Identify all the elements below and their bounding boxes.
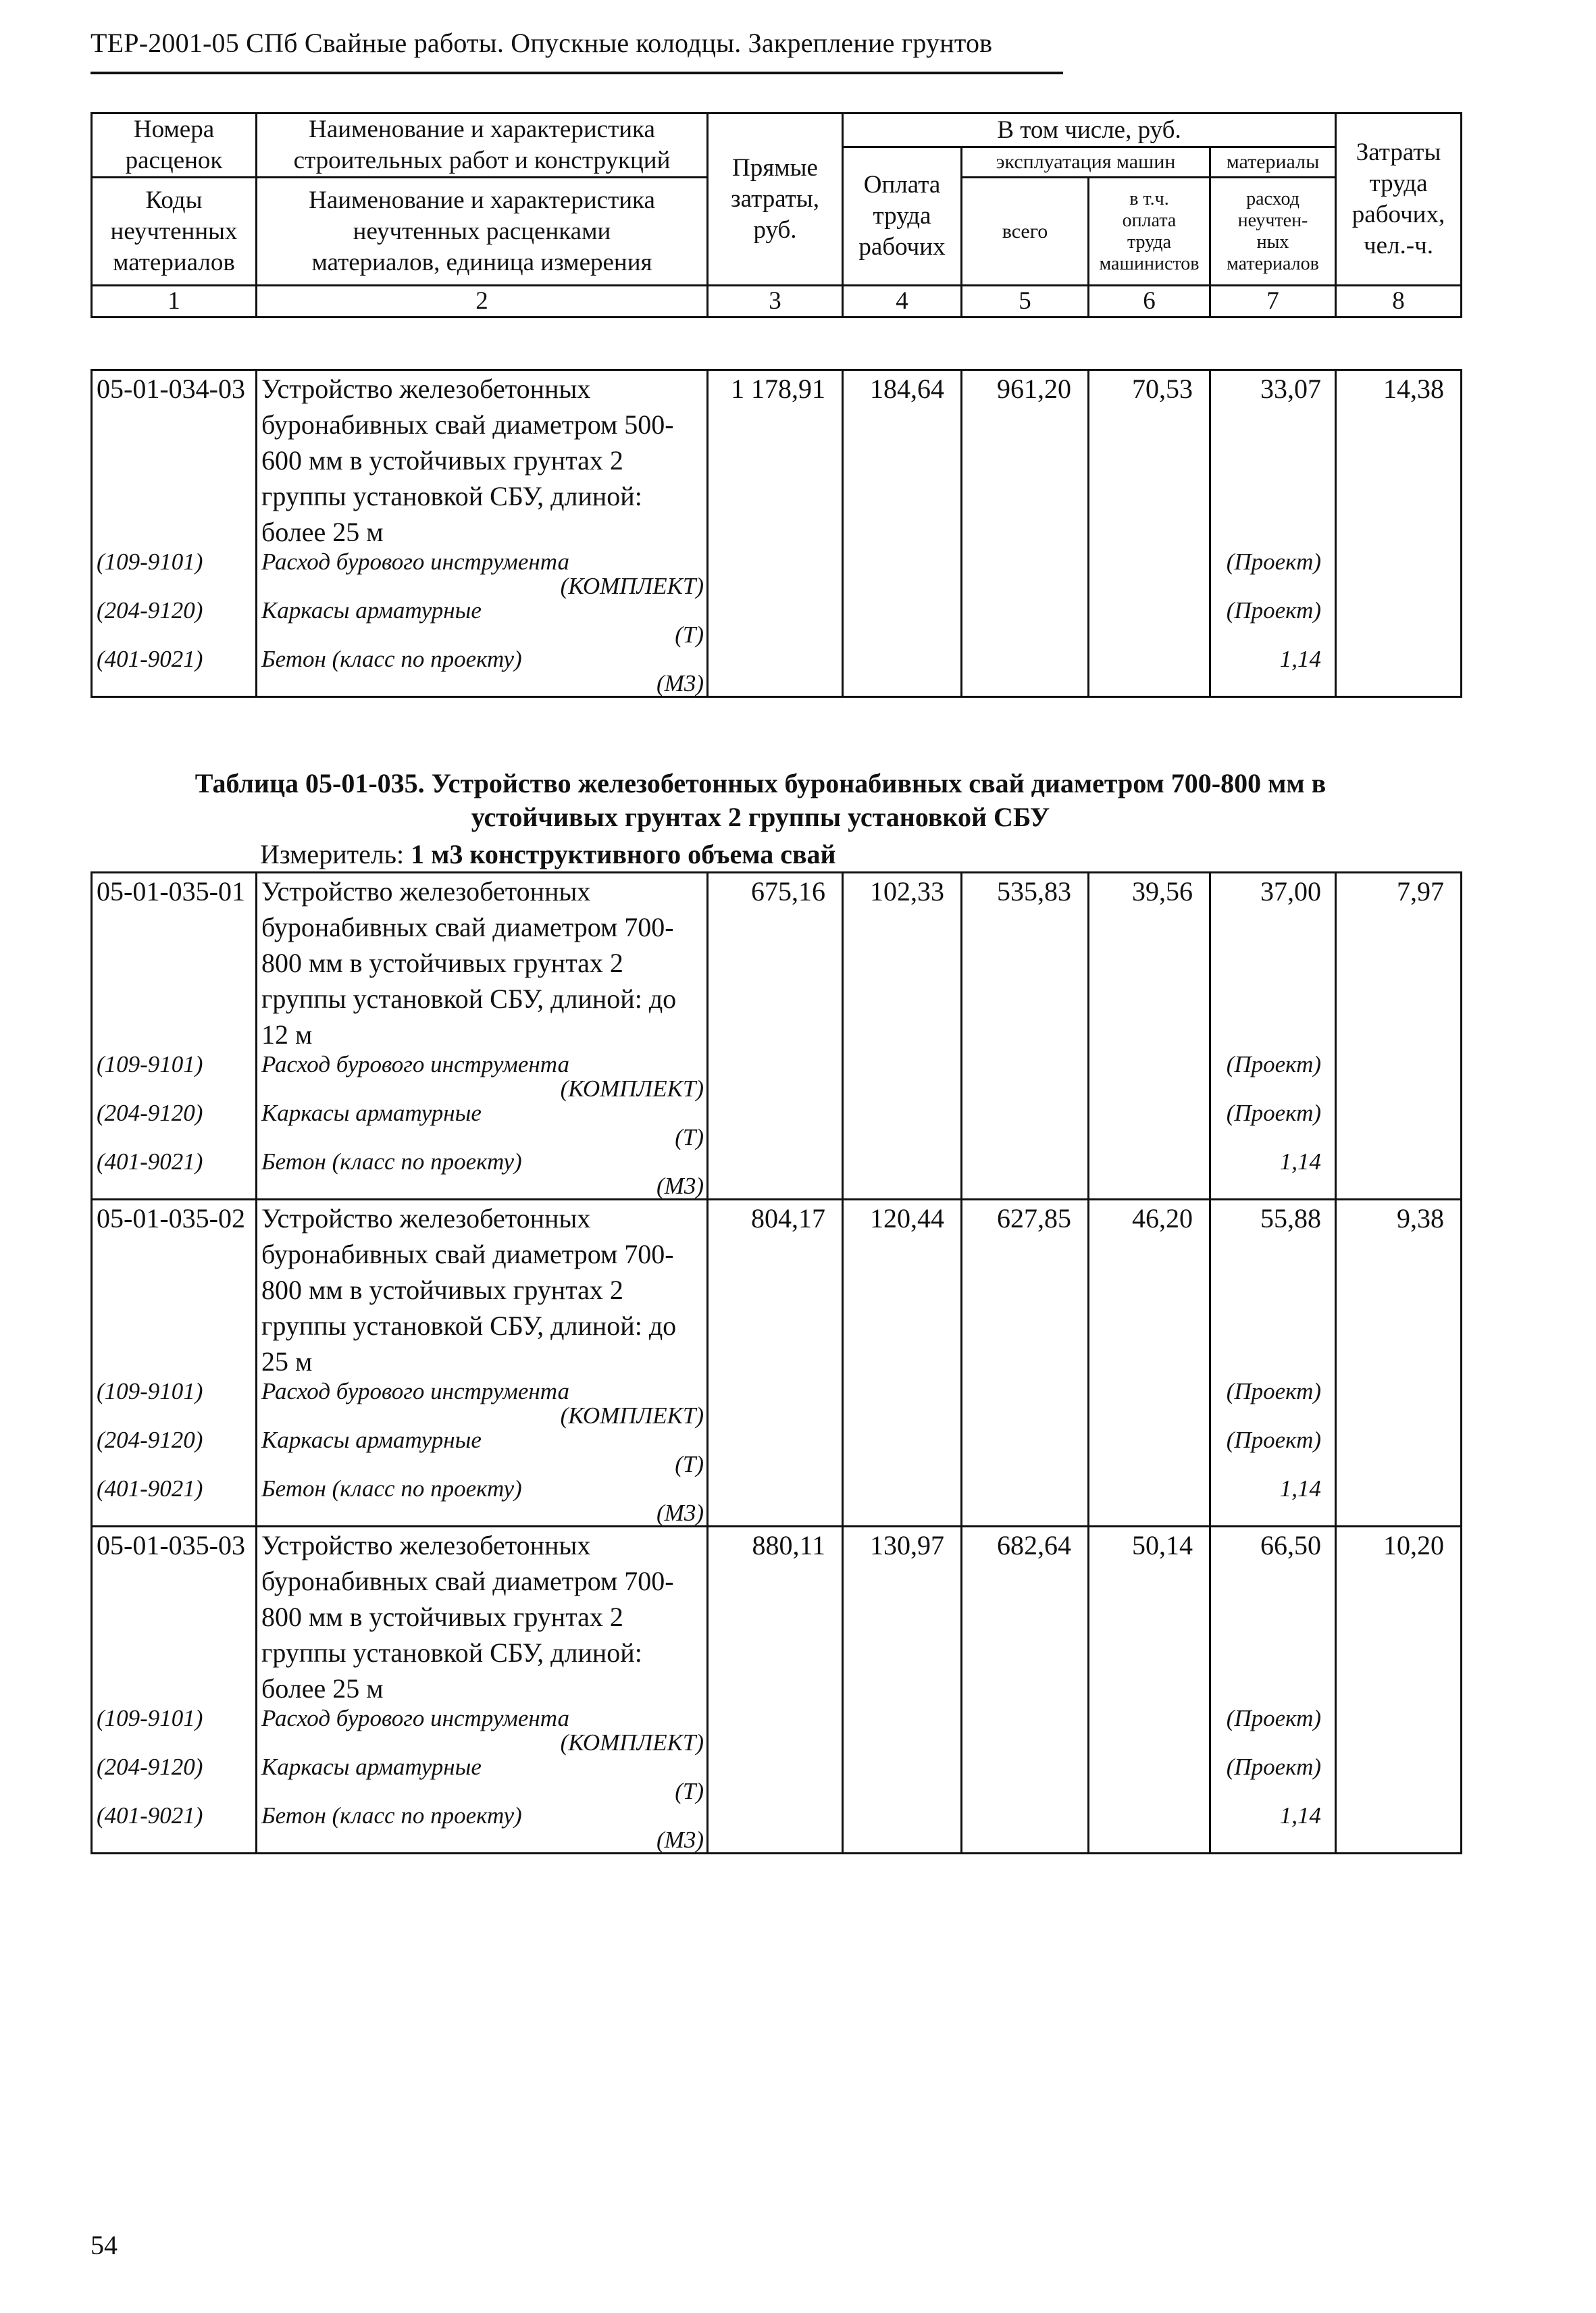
value-cell-v6 [1089, 1527, 1210, 1854]
materials-header: материалы [1210, 147, 1336, 178]
cost-value: 37,00 [1260, 876, 1321, 907]
col-number-8: 8 [1336, 286, 1462, 317]
material-code: (401-9021) [97, 1148, 203, 1175]
col8-header: Затраты труда рабочих, чел.-ч. [1336, 113, 1462, 286]
material-code: (109-9101) [97, 549, 203, 575]
value-cell-v4 [843, 1527, 962, 1854]
material-consumption: 1,14 [1279, 1475, 1321, 1502]
col-number-1: 1 [92, 286, 257, 317]
rate-code-cell [92, 370, 257, 697]
rate-name-line: Устройство железобетонных [261, 1203, 591, 1234]
material-name: Каркасы арматурные [261, 1100, 482, 1126]
material-unit: (КОМПЛЕКТ) [560, 1402, 704, 1429]
measure-unit: Измеритель: 1 м3 конструктивного объема свай [260, 839, 836, 869]
rate-name-cell [257, 370, 708, 697]
material-code: (401-9021) [97, 1802, 203, 1829]
rate-name-line: 800 мм в устойчивых грунтах 2 [261, 1602, 623, 1632]
value-cell-v8 [1336, 1527, 1462, 1854]
rate-name-line: более 25 м [261, 517, 384, 547]
material-code: (109-9101) [97, 1705, 203, 1731]
rate-name-line: группы установкой СБУ, длиной: до [261, 1311, 677, 1341]
machines-header: эксплуатация машин [962, 147, 1210, 178]
material-unit: (М3) [657, 1500, 704, 1526]
rate-name-line: группы установкой СБУ, длиной: до [261, 984, 677, 1014]
rate-code-cell [92, 1200, 257, 1527]
material-unit: (Т) [675, 1124, 704, 1150]
col-number-4: 4 [843, 286, 962, 317]
material-name: Бетон (класс по проекту) [261, 1475, 522, 1502]
material-unit: (Т) [675, 1778, 704, 1804]
material-consumption: (Проект) [1226, 549, 1321, 575]
cost-value: 1 178,91 [731, 374, 825, 404]
material-code: (204-9120) [97, 597, 203, 624]
value-cell-v7 [1210, 1527, 1336, 1854]
material-consumption: (Проект) [1226, 1378, 1321, 1404]
rate-name-line: группы установкой СБУ, длиной: [261, 481, 642, 511]
group-header: В том числе, руб. [843, 113, 1336, 147]
rate-code: 05-01-035-02 [97, 1203, 245, 1234]
rate-name-line: 800 мм в устойчивых грунтах 2 [261, 948, 623, 978]
material-unit: (М3) [657, 1173, 704, 1199]
rate-name-line: Устройство железобетонных [261, 876, 591, 907]
col-number-5: 5 [962, 286, 1089, 317]
rate-name-line: Устройство железобетонных [261, 1530, 591, 1560]
material-consumption: (Проект) [1226, 597, 1321, 624]
cost-value: 9,38 [1397, 1203, 1444, 1234]
cost-value: 961,20 [997, 374, 1071, 404]
table-row [92, 873, 1462, 1200]
rate-code-cell [92, 873, 257, 1200]
cost-value: 7,97 [1397, 876, 1444, 907]
cost-value: 46,20 [1132, 1203, 1193, 1234]
col4-header: Оплата труда рабочих [843, 147, 962, 286]
cost-value: 66,50 [1260, 1530, 1321, 1560]
value-cell-v4 [843, 370, 962, 697]
material-consumption: (Проект) [1226, 1705, 1321, 1731]
rate-code-cell [92, 1527, 257, 1854]
rate-name-cell [257, 1200, 708, 1527]
value-cell-v8 [1336, 873, 1462, 1200]
value-cell-v5 [962, 1200, 1089, 1527]
col7-header: расход неучтен- ных материалов [1210, 178, 1336, 286]
material-unit: (М3) [657, 1827, 704, 1853]
material-code: (204-9120) [97, 1427, 203, 1453]
material-name: Каркасы арматурные [261, 1427, 482, 1453]
rate-name-line: 600 мм в устойчивых грунтах 2 [261, 445, 623, 476]
col-number-6: 6 [1089, 286, 1210, 317]
table-caption: Таблица 05-01-035. Устройство железобетонных буронабивных свай диаметром 700-800 мм в устойчивых грунтах 2 группы установкой СБУ [195, 768, 1327, 832]
material-unit: (Т) [675, 1451, 704, 1477]
col3-header: Прямые затраты, руб. [708, 113, 843, 286]
value-cell-v7 [1210, 370, 1336, 697]
material-code: (401-9021) [97, 1475, 203, 1502]
rates-table-035 [91, 871, 1462, 1854]
material-name: Расход бурового инструмента [261, 1705, 569, 1731]
table-row [92, 1527, 1462, 1854]
cost-value: 70,53 [1132, 374, 1193, 404]
material-name: Расход бурового инструмента [261, 1051, 569, 1077]
col-number-3: 3 [708, 286, 843, 317]
value-cell-v3 [708, 370, 843, 697]
cost-value: 102,33 [870, 876, 944, 907]
material-unit: (Т) [675, 621, 704, 648]
rate-name-cell [257, 873, 708, 1200]
material-consumption: (Проект) [1226, 1427, 1321, 1453]
value-cell-v7 [1210, 873, 1336, 1200]
value-cell-v4 [843, 873, 962, 1200]
cost-value: 55,88 [1260, 1203, 1321, 1234]
material-name: Бетон (класс по проекту) [261, 646, 522, 672]
value-cell-v3 [708, 873, 843, 1200]
rate-code: 05-01-034-03 [97, 374, 245, 404]
rate-name-line: буронабивных свай диаметром 700- [261, 1566, 674, 1596]
page-title: ТЕР-2001-05 СПб Свайные работы. Опускные колодцы. Закрепление грунтов [91, 28, 993, 58]
rate-name-line: буронабивных свай диаметром 700- [261, 1239, 674, 1269]
cost-value: 39,56 [1132, 876, 1193, 907]
value-cell-v6 [1089, 370, 1210, 697]
material-unit: (М3) [657, 670, 704, 696]
column-header-table [91, 112, 1462, 318]
rate-code: 05-01-035-01 [97, 876, 245, 907]
rate-name-line: 800 мм в устойчивых грунтах 2 [261, 1275, 623, 1305]
rates-table-034 [91, 369, 1462, 698]
material-code: (204-9120) [97, 1100, 203, 1126]
material-consumption: 1,14 [1279, 1802, 1321, 1829]
col2-top-header: Наименование и характеристика строительных работ и конструкций [257, 113, 708, 178]
material-code: (401-9021) [97, 646, 203, 672]
value-cell-v5 [962, 1527, 1089, 1854]
material-name: Каркасы арматурные [261, 597, 482, 624]
value-cell-v4 [843, 1200, 962, 1527]
material-name: Каркасы арматурные [261, 1754, 482, 1780]
cost-value: 535,83 [997, 876, 1071, 907]
material-unit: (КОМПЛЕКТ) [560, 573, 704, 599]
cost-value: 10,20 [1383, 1530, 1444, 1560]
material-name: Расход бурового инструмента [261, 1378, 569, 1404]
header-rule [91, 72, 1063, 74]
rate-name-line: Устройство железобетонных [261, 374, 591, 404]
material-name: Расход бурового инструмента [261, 549, 569, 575]
page-number: 54 [91, 2230, 118, 2260]
table-row [92, 370, 1462, 697]
material-name: Бетон (класс по проекту) [261, 1148, 522, 1175]
cost-value: 880,11 [752, 1530, 825, 1560]
material-unit: (КОМПЛЕКТ) [560, 1729, 704, 1756]
rate-name-cell [257, 1527, 708, 1854]
material-consumption: (Проект) [1226, 1100, 1321, 1126]
value-cell-v8 [1336, 370, 1462, 697]
cost-value: 184,64 [870, 374, 944, 404]
value-cell-v6 [1089, 1200, 1210, 1527]
material-code: (204-9120) [97, 1754, 203, 1780]
value-cell-v8 [1336, 1200, 1462, 1527]
rate-name-line: группы установкой СБУ, длиной: [261, 1637, 642, 1668]
material-consumption: 1,14 [1279, 646, 1321, 672]
rate-name-line: буронабивных свай диаметром 500- [261, 409, 674, 440]
cost-value: 130,97 [870, 1530, 944, 1560]
cost-value: 120,44 [870, 1203, 944, 1234]
material-consumption: (Проект) [1226, 1754, 1321, 1780]
material-consumption: (Проект) [1226, 1051, 1321, 1077]
col2-bottom-header: Наименование и характеристика неучтенных расценками материалов, единица измерения [257, 178, 708, 286]
material-consumption: 1,14 [1279, 1148, 1321, 1175]
cost-value: 675,16 [751, 876, 825, 907]
col1-top-header: Номера расценок [92, 113, 257, 178]
cost-value: 33,07 [1260, 374, 1321, 404]
material-code: (109-9101) [97, 1378, 203, 1404]
material-unit: (КОМПЛЕКТ) [560, 1075, 704, 1102]
rate-name-line: 12 м [261, 1019, 313, 1050]
col5-header: всего [962, 178, 1089, 286]
material-name: Бетон (класс по проекту) [261, 1802, 522, 1829]
material-code: (109-9101) [97, 1051, 203, 1077]
cost-value: 14,38 [1383, 374, 1444, 404]
col-number-7: 7 [1210, 286, 1336, 317]
cost-value: 50,14 [1132, 1530, 1193, 1560]
value-cell-v5 [962, 370, 1089, 697]
col6-header: в т.ч. оплата труда машинистов [1089, 178, 1210, 286]
rate-name-line: более 25 м [261, 1673, 384, 1704]
col1-bottom-header: Коды неучтенных материалов [92, 178, 257, 286]
rate-name-line: 25 м [261, 1346, 313, 1377]
cost-value: 682,64 [997, 1530, 1071, 1560]
value-cell-v6 [1089, 873, 1210, 1200]
cost-value: 804,17 [751, 1203, 825, 1234]
rate-name-line: буронабивных свай диаметром 700- [261, 912, 674, 942]
value-cell-v7 [1210, 1200, 1336, 1527]
cost-value: 627,85 [997, 1203, 1071, 1234]
col-number-2: 2 [257, 286, 708, 317]
value-cell-v3 [708, 1200, 843, 1527]
value-cell-v5 [962, 873, 1089, 1200]
table-row [92, 1200, 1462, 1527]
rate-code: 05-01-035-03 [97, 1530, 245, 1560]
value-cell-v3 [708, 1527, 843, 1854]
